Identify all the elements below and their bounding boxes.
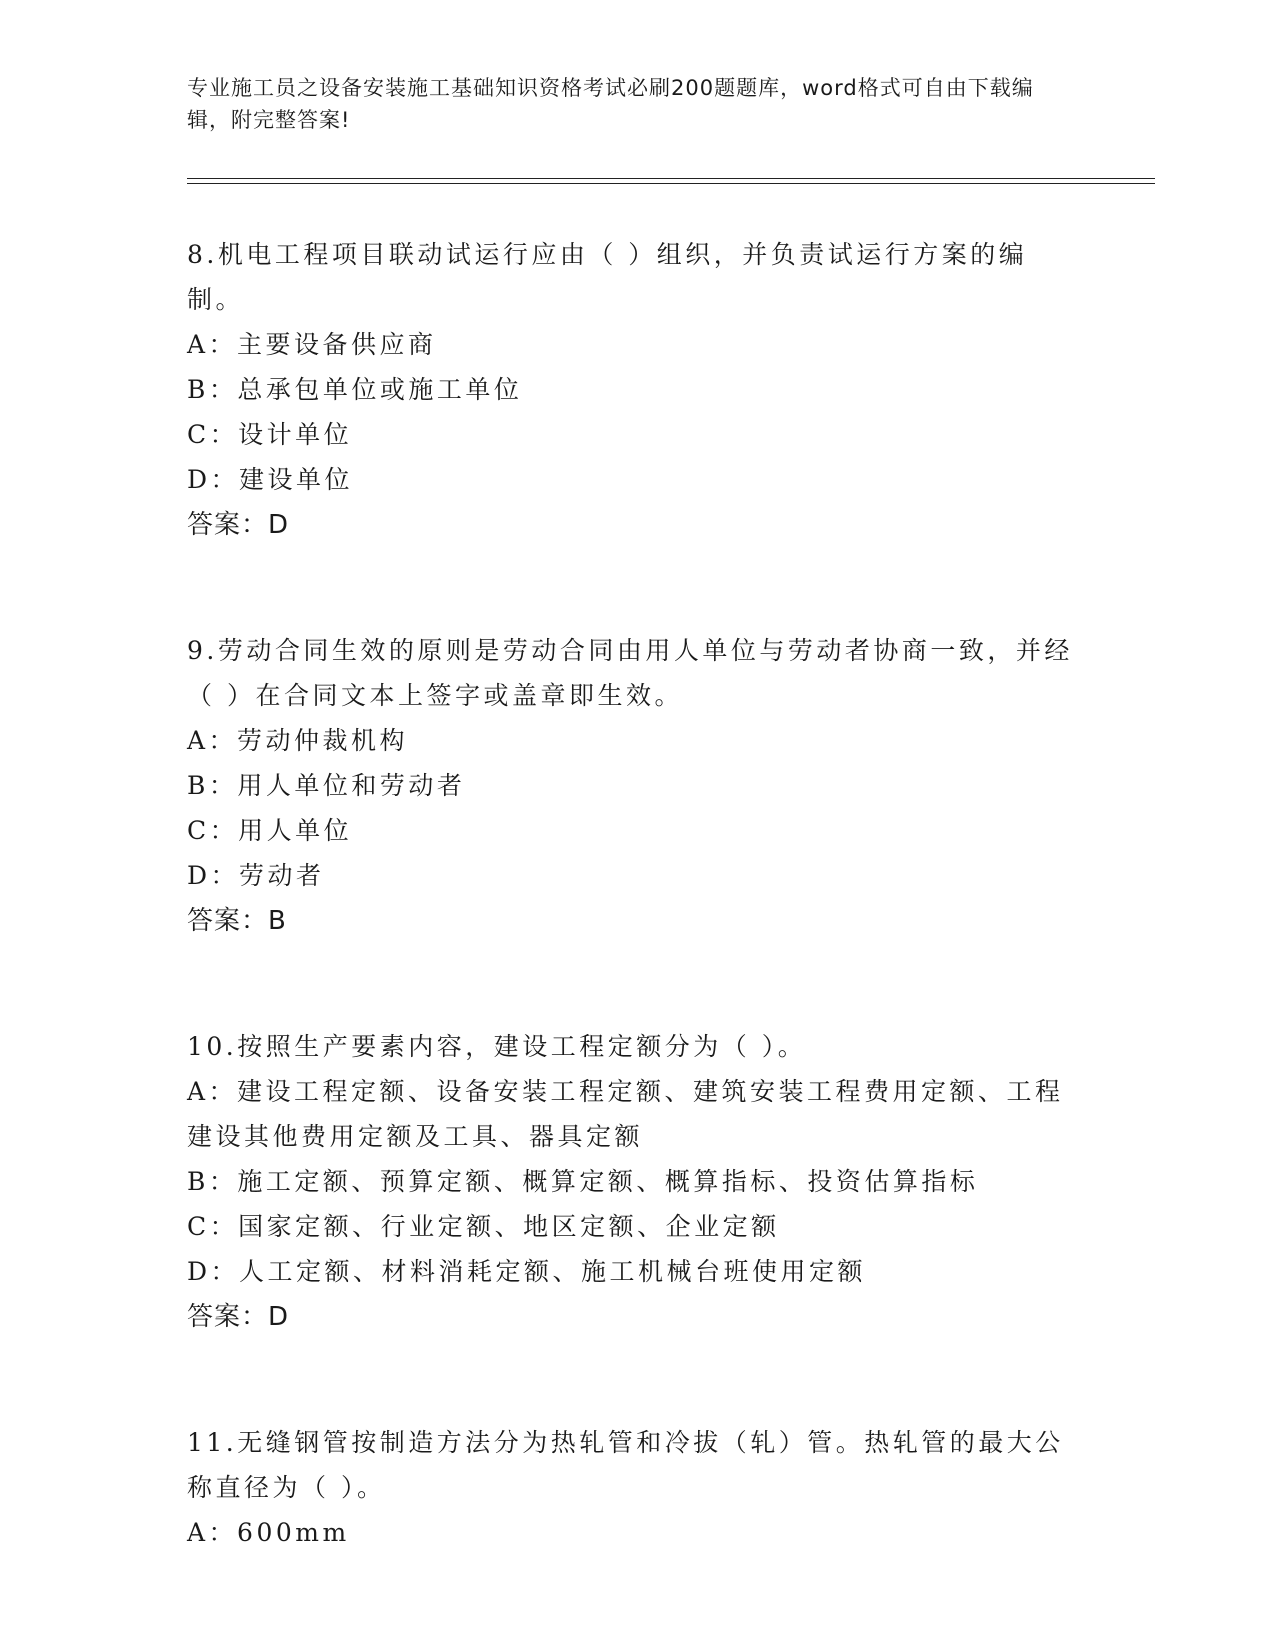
spacer: [187, 1340, 1077, 1420]
header-rule-top: [187, 178, 1155, 179]
question-list: [187, 232, 1077, 1555]
answer: 答案：B: [187, 906, 287, 936]
option-b: B：用人单位和劳动者: [187, 771, 466, 800]
question-stem: 10.按照生产要素内容，建设工程定额分为（ ）。: [187, 1032, 807, 1061]
question-11: [187, 1420, 1077, 1555]
option-d: D：建设单位: [187, 465, 354, 494]
question-10: [187, 1024, 1077, 1340]
option-a: A：600mm: [187, 1518, 350, 1547]
header-rule-bottom: [187, 183, 1155, 184]
option-a: A：主要设备供应商: [187, 330, 437, 359]
spacer: [187, 944, 1077, 1024]
option-c: C：设计单位: [187, 420, 353, 449]
answer: 答案：D: [187, 1302, 290, 1332]
question-8: [187, 232, 1077, 548]
answer: 答案：D: [187, 510, 290, 540]
question-stem: 11.无缝钢管按制造方法分为热轧管和冷拔（轧）管。热轧管的最大公称直径为（ ）。: [187, 1428, 1064, 1502]
question-stem: 8.机电工程项目联动试运行应由（ ）组织，并负责试运行方案的编制。: [187, 240, 1028, 314]
question-9: [187, 628, 1077, 944]
option-b: B：施工定额、预算定额、概算定额、概算指标、投资估算指标: [187, 1167, 979, 1196]
question-stem: 9.劳动合同生效的原则是劳动合同由用人单位与劳动者协商一致，并经（ ）在合同文本上签字或盖章即生效。: [187, 636, 1073, 710]
option-c: C：国家定额、行业定额、地区定额、企业定额: [187, 1212, 780, 1241]
document-header: 专业施工员之设备安装施工基础知识资格考试必刷200题题库，word格式可自由下载编辑，附完整答案!: [187, 76, 1034, 132]
option-a: A：劳动仲裁机构: [187, 726, 409, 755]
option-c: C：用人单位: [187, 816, 353, 845]
option-b: B：总承包单位或施工单位: [187, 375, 523, 404]
spacer: [187, 548, 1077, 628]
option-d: D：劳动者: [187, 861, 325, 890]
option-a: A：建设工程定额、设备安装工程定额、建筑安装工程费用定额、工程建设其他费用定额及工具、器具定额: [187, 1077, 1064, 1151]
option-d: D：人工定额、材料消耗定额、施工机械台班使用定额: [187, 1257, 867, 1286]
